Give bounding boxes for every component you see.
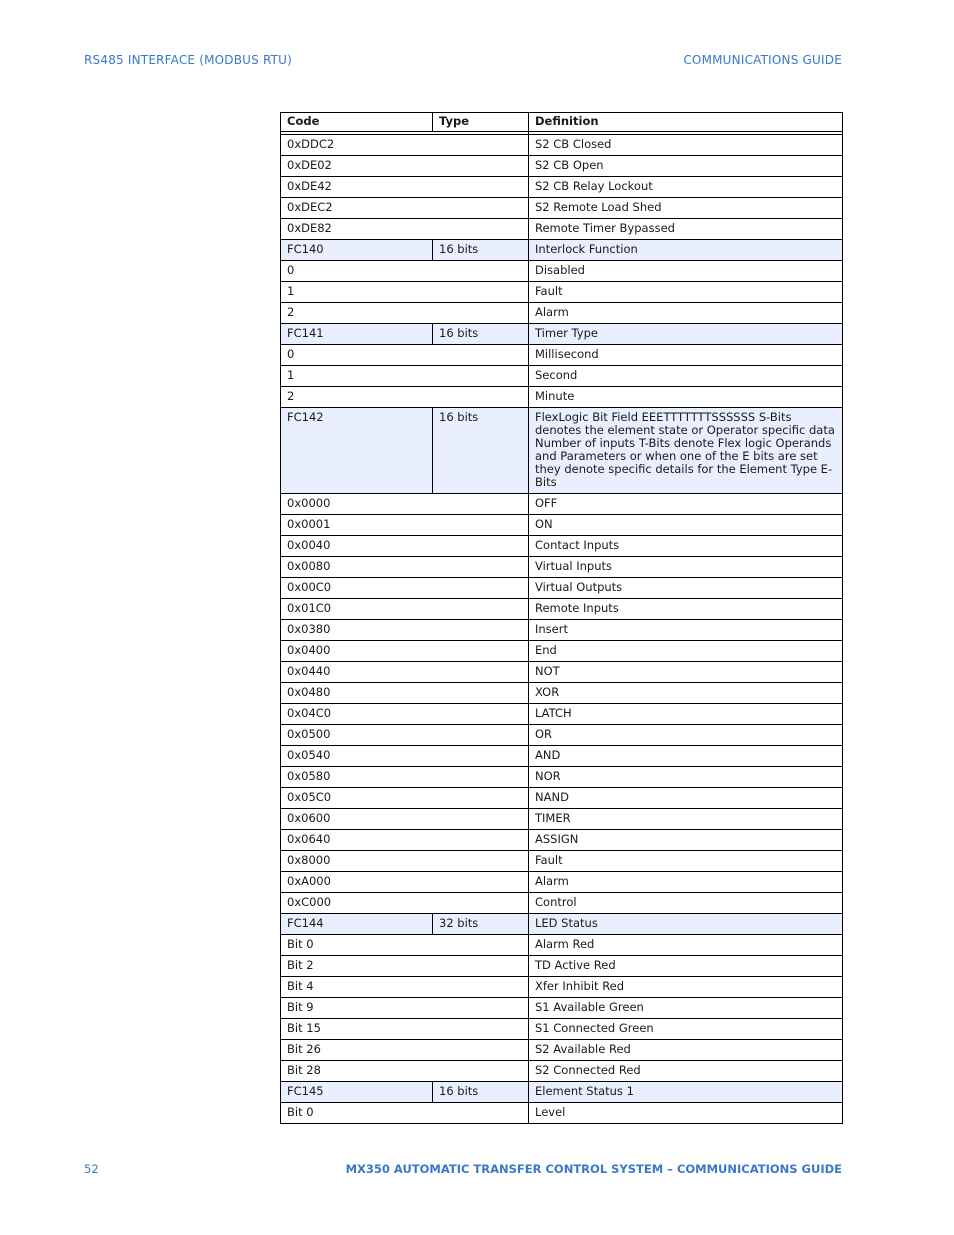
table-row bbox=[281, 725, 843, 746]
definition-cell: S2 Connected Red bbox=[529, 1061, 843, 1082]
table-row bbox=[281, 998, 843, 1019]
code-cell: 0xDDC2 bbox=[281, 135, 529, 156]
code-cell: FC145 bbox=[281, 1082, 433, 1103]
table-row bbox=[281, 494, 843, 515]
table-row bbox=[281, 387, 843, 408]
code-cell: Bit 26 bbox=[281, 1040, 529, 1061]
definition-cell: Fault bbox=[529, 282, 843, 303]
table-header-row bbox=[281, 113, 843, 132]
format-code-table bbox=[280, 112, 843, 1124]
code-cell: FC144 bbox=[281, 914, 433, 935]
definition-cell: Element Status 1 bbox=[529, 1082, 843, 1103]
code-cell: FC142 bbox=[281, 408, 433, 494]
code-cell: 0 bbox=[281, 345, 529, 366]
table-row bbox=[281, 282, 843, 303]
format-code-row bbox=[281, 914, 843, 935]
table-row bbox=[281, 977, 843, 998]
code-cell: 0x0000 bbox=[281, 494, 529, 515]
definition-cell: Xfer Inhibit Red bbox=[529, 977, 843, 998]
code-cell: 1 bbox=[281, 366, 529, 387]
footer-title: MX350 AUTOMATIC TRANSFER CONTROL SYSTEM – COMMUNICATIONS GUIDE bbox=[345, 1162, 842, 1176]
definition-cell: Alarm bbox=[529, 303, 843, 324]
format-code-row bbox=[281, 324, 843, 345]
table-row bbox=[281, 261, 843, 282]
code-cell: Bit 4 bbox=[281, 977, 529, 998]
type-cell: 16 bits bbox=[433, 1082, 529, 1103]
page-number: 52 bbox=[84, 1162, 99, 1176]
table-row bbox=[281, 1103, 843, 1124]
table-row bbox=[281, 788, 843, 809]
type-cell: 16 bits bbox=[433, 324, 529, 345]
table-row bbox=[281, 599, 843, 620]
code-cell: 0x05C0 bbox=[281, 788, 529, 809]
table-row bbox=[281, 303, 843, 324]
table-row bbox=[281, 219, 843, 240]
code-cell: 0x0440 bbox=[281, 662, 529, 683]
definition-cell: LED Status bbox=[529, 914, 843, 935]
definition-cell: S2 Remote Load Shed bbox=[529, 198, 843, 219]
code-cell: 0xA000 bbox=[281, 872, 529, 893]
column-header-type: Type bbox=[433, 113, 529, 132]
table-row bbox=[281, 366, 843, 387]
code-cell: 0x01C0 bbox=[281, 599, 529, 620]
column-header-definition: Definition bbox=[529, 113, 843, 132]
definition-cell: S1 Connected Green bbox=[529, 1019, 843, 1040]
table-row bbox=[281, 620, 843, 641]
table-row bbox=[281, 704, 843, 725]
code-cell: 0x0500 bbox=[281, 725, 529, 746]
table-row bbox=[281, 536, 843, 557]
code-cell: 1 bbox=[281, 282, 529, 303]
code-cell: FC140 bbox=[281, 240, 433, 261]
code-cell: 0x8000 bbox=[281, 851, 529, 872]
code-cell: 0x0001 bbox=[281, 515, 529, 536]
type-cell: 16 bits bbox=[433, 408, 529, 494]
code-cell: 2 bbox=[281, 387, 529, 408]
definition-cell: Fault bbox=[529, 851, 843, 872]
code-cell: 0 bbox=[281, 261, 529, 282]
code-cell: 0xDE42 bbox=[281, 177, 529, 198]
definition-cell: End bbox=[529, 641, 843, 662]
code-cell: 0x0640 bbox=[281, 830, 529, 851]
code-cell: 0x0380 bbox=[281, 620, 529, 641]
definition-cell: Remote Inputs bbox=[529, 599, 843, 620]
definition-cell: OR bbox=[529, 725, 843, 746]
table-row bbox=[281, 956, 843, 977]
table-body bbox=[281, 132, 843, 1124]
code-cell: 0x0080 bbox=[281, 557, 529, 578]
definition-cell: Virtual Outputs bbox=[529, 578, 843, 599]
format-code-row bbox=[281, 1082, 843, 1103]
table-row bbox=[281, 156, 843, 177]
definition-cell: TIMER bbox=[529, 809, 843, 830]
definition-cell: Virtual Inputs bbox=[529, 557, 843, 578]
definition-cell: S1 Available Green bbox=[529, 998, 843, 1019]
table-row bbox=[281, 893, 843, 914]
definition-cell: Remote Timer Bypassed bbox=[529, 219, 843, 240]
definition-cell: Insert bbox=[529, 620, 843, 641]
definition-cell: Second bbox=[529, 366, 843, 387]
code-cell: 0xDE02 bbox=[281, 156, 529, 177]
table-row bbox=[281, 515, 843, 536]
table-row bbox=[281, 345, 843, 366]
definition-cell: S2 Available Red bbox=[529, 1040, 843, 1061]
code-cell: Bit 0 bbox=[281, 1103, 529, 1124]
definition-cell: LATCH bbox=[529, 704, 843, 725]
table-row bbox=[281, 662, 843, 683]
code-cell: 0xC000 bbox=[281, 893, 529, 914]
code-cell: Bit 2 bbox=[281, 956, 529, 977]
table-row bbox=[281, 830, 843, 851]
code-cell: 2 bbox=[281, 303, 529, 324]
definition-cell: NOT bbox=[529, 662, 843, 683]
definition-cell: Interlock Function bbox=[529, 240, 843, 261]
definition-cell: Alarm bbox=[529, 872, 843, 893]
definition-cell: ON bbox=[529, 515, 843, 536]
table-row bbox=[281, 557, 843, 578]
definition-cell: NAND bbox=[529, 788, 843, 809]
definition-cell: AND bbox=[529, 746, 843, 767]
definition-cell: NOR bbox=[529, 767, 843, 788]
code-cell: Bit 28 bbox=[281, 1061, 529, 1082]
code-cell: 0x0600 bbox=[281, 809, 529, 830]
definition-cell: OFF bbox=[529, 494, 843, 515]
definition-cell: ASSIGN bbox=[529, 830, 843, 851]
definition-cell: FlexLogic Bit Field EEETTTTTTTSSSSSS S-Bits denotes the element state or Operator specific data Number of inputs T-Bits denote Flex logic Operands and Parameters or when one of the E bits are set they denote specific details for the Element Type E-Bits bbox=[529, 408, 843, 494]
definition-cell: Minute bbox=[529, 387, 843, 408]
type-cell: 32 bits bbox=[433, 914, 529, 935]
code-cell: 0x0040 bbox=[281, 536, 529, 557]
code-cell: 0x0480 bbox=[281, 683, 529, 704]
table-row bbox=[281, 746, 843, 767]
definition-cell: S2 CB Relay Lockout bbox=[529, 177, 843, 198]
code-cell: 0x00C0 bbox=[281, 578, 529, 599]
table-row bbox=[281, 1019, 843, 1040]
table-row bbox=[281, 809, 843, 830]
code-cell: 0x04C0 bbox=[281, 704, 529, 725]
definition-cell: Millisecond bbox=[529, 345, 843, 366]
table-row bbox=[281, 641, 843, 662]
table-row bbox=[281, 1061, 843, 1082]
code-cell: 0xDEC2 bbox=[281, 198, 529, 219]
code-cell: Bit 0 bbox=[281, 935, 529, 956]
table-row bbox=[281, 1040, 843, 1061]
definition-cell: Level bbox=[529, 1103, 843, 1124]
table-row bbox=[281, 198, 843, 219]
table-row bbox=[281, 578, 843, 599]
code-cell: Bit 9 bbox=[281, 998, 529, 1019]
definition-cell: S2 CB Open bbox=[529, 156, 843, 177]
table-row bbox=[281, 851, 843, 872]
code-cell: 0x0540 bbox=[281, 746, 529, 767]
table-row bbox=[281, 935, 843, 956]
column-header-code: Code bbox=[281, 113, 433, 132]
table-row bbox=[281, 767, 843, 788]
definition-cell: Control bbox=[529, 893, 843, 914]
format-code-row bbox=[281, 240, 843, 261]
definition-cell: Contact Inputs bbox=[529, 536, 843, 557]
code-cell: 0x0580 bbox=[281, 767, 529, 788]
definition-cell: S2 CB Closed bbox=[529, 135, 843, 156]
definition-cell: XOR bbox=[529, 683, 843, 704]
table-row bbox=[281, 683, 843, 704]
definition-cell: Disabled bbox=[529, 261, 843, 282]
running-header-guide: COMMUNICATIONS GUIDE bbox=[683, 53, 842, 67]
format-code-row bbox=[281, 408, 843, 494]
type-cell: 16 bits bbox=[433, 240, 529, 261]
running-header-section: RS485 INTERFACE (MODBUS RTU) bbox=[84, 53, 293, 67]
table-row bbox=[281, 135, 843, 156]
code-cell: 0x0400 bbox=[281, 641, 529, 662]
table-row bbox=[281, 177, 843, 198]
table-row bbox=[281, 872, 843, 893]
code-cell: 0xDE82 bbox=[281, 219, 529, 240]
code-cell: Bit 15 bbox=[281, 1019, 529, 1040]
definition-cell: Timer Type bbox=[529, 324, 843, 345]
definition-cell: TD Active Red bbox=[529, 956, 843, 977]
code-cell: FC141 bbox=[281, 324, 433, 345]
definition-cell: Alarm Red bbox=[529, 935, 843, 956]
